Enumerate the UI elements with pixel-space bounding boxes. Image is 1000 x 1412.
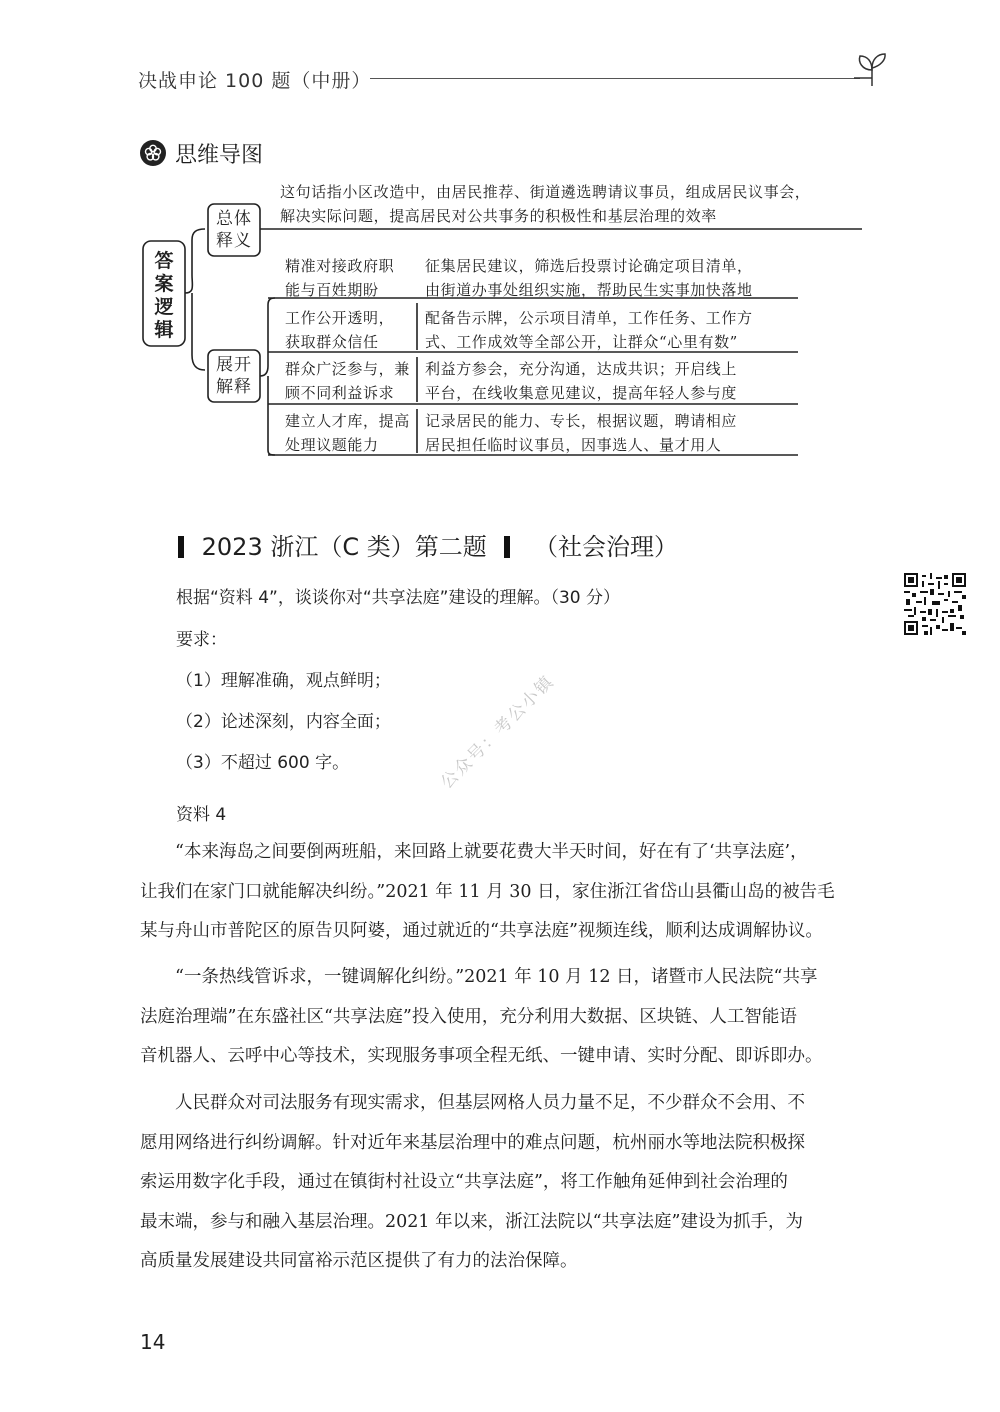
- heading-bar-left: [178, 536, 184, 558]
- mindmap-heading: 思维导图: [175, 143, 264, 168]
- watermark: 公众号：考公小镇: [436, 671, 559, 794]
- material-paragraph-2: “一条热线管诉求，一键调解化纠纷。”2021 年 10 月 12 日，诸暨市人民法院“共享 法庭治理端”在东盛社区“共享法庭”投入使用，充分利用大数据、区块链、人工智能语 音机器人、云呼中心等技术，实现服务事项全程无纸、一键申请、实时分配、即诉即办。: [140, 967, 823, 1066]
- item-3-key: 群众广泛参与，兼 顾不同利益诉求: [285, 360, 410, 402]
- item-4-key: 建立人才库，提高 处理议题能力: [285, 412, 410, 454]
- item-3-detail: 利益方参会，充分沟通，达成共识；开启线上 平台，在线收集意见建议，提高年轻人参与度: [425, 360, 738, 402]
- item-1-key: 精准对接政府职 能与百姓期盼: [285, 257, 395, 299]
- requirement-1: （1）理解准确，观点鲜明；: [176, 671, 391, 691]
- material-paragraph-3: 人民群众对司法服务有现实需求，但基层网格人员力量不足，不少群众不会用、不 愿用网络进行纠纷调解。针对近年来基层治理中的难点问题，杭州丽水等地法院积极探 索运用数字化手段，通过在镇街村社设立“共享法庭”，将工作触角延伸到社会治理的 最末端，参与和融入基层治理。2021 年以来，浙江法院以“共享法庭”建设为抓手，为 高质量发展建设共同富裕示范区提供了有力的法治保障。: [140, 1093, 805, 1271]
- requirements-label: 要求：: [176, 630, 227, 650]
- item-2-key: 工作公开透明， 获取群众信任: [285, 309, 395, 351]
- question-heading: [178, 527, 678, 562]
- requirement-3: （3）不超过 600 字。: [176, 753, 350, 773]
- question-tag: （社会治理）: [534, 533, 679, 561]
- material-paragraph-1: “本来海岛之间要倒两班船，来回路上就要花费大半天时间，好在有了‘共享法庭’， 让我们在家门口就能解决纠纷。”2021 年 11 月 30 日，家住浙江省岱山县衢山岛的被告毛 某与舟山市普陀区的原告贝阿婆，通过就近的“共享法庭”视频连线，顺利达成调解协议。: [140, 842, 835, 941]
- page-number: 14: [140, 1330, 166, 1354]
- question-title: 2023 浙江（C 类）第二题: [201, 533, 487, 561]
- question-prompt: 根据“资料 4”，谈谈你对“共享法庭”建设的理解。（30 分）: [176, 588, 620, 608]
- requirement-2: （2）论述深刻，内容全面；: [176, 712, 391, 732]
- overall-text: 这句话指小区改造中，由居民推荐、街道遴选聘请议事员，组成居民议事会， 解决实际问题，提高居民对公共事务的积极性和基层治理的效率: [280, 183, 811, 225]
- branch-overall-label: 总体 释义: [216, 209, 252, 251]
- item-1-detail: 征集居民建议，筛选后投票讨论确定项目清单， 由街道办事处组织实施，帮助民生实事加快落地: [425, 257, 753, 299]
- item-2-detail: 配备告示牌，公示项目清单，工作任务、工作方 式、工作成效等全部公开，让群众“心里有数”: [425, 309, 753, 351]
- mindmap-connectors: [0, 0, 1000, 480]
- item-4-detail: 记录居民的能力、专长，根据议题，聘请相应 居民担任临时议事员，因事选人、量才用人: [425, 412, 738, 454]
- branch-expand-label: 展开 解释: [216, 355, 252, 397]
- mindmap-root-label: 答案逻辑: [154, 250, 174, 341]
- material-label: 资料 4: [176, 805, 227, 825]
- book-title: 决战申论 100 题（中册）: [138, 70, 372, 92]
- qr-code-icon[interactable]: [904, 573, 966, 635]
- heading-bar-right: [504, 536, 510, 558]
